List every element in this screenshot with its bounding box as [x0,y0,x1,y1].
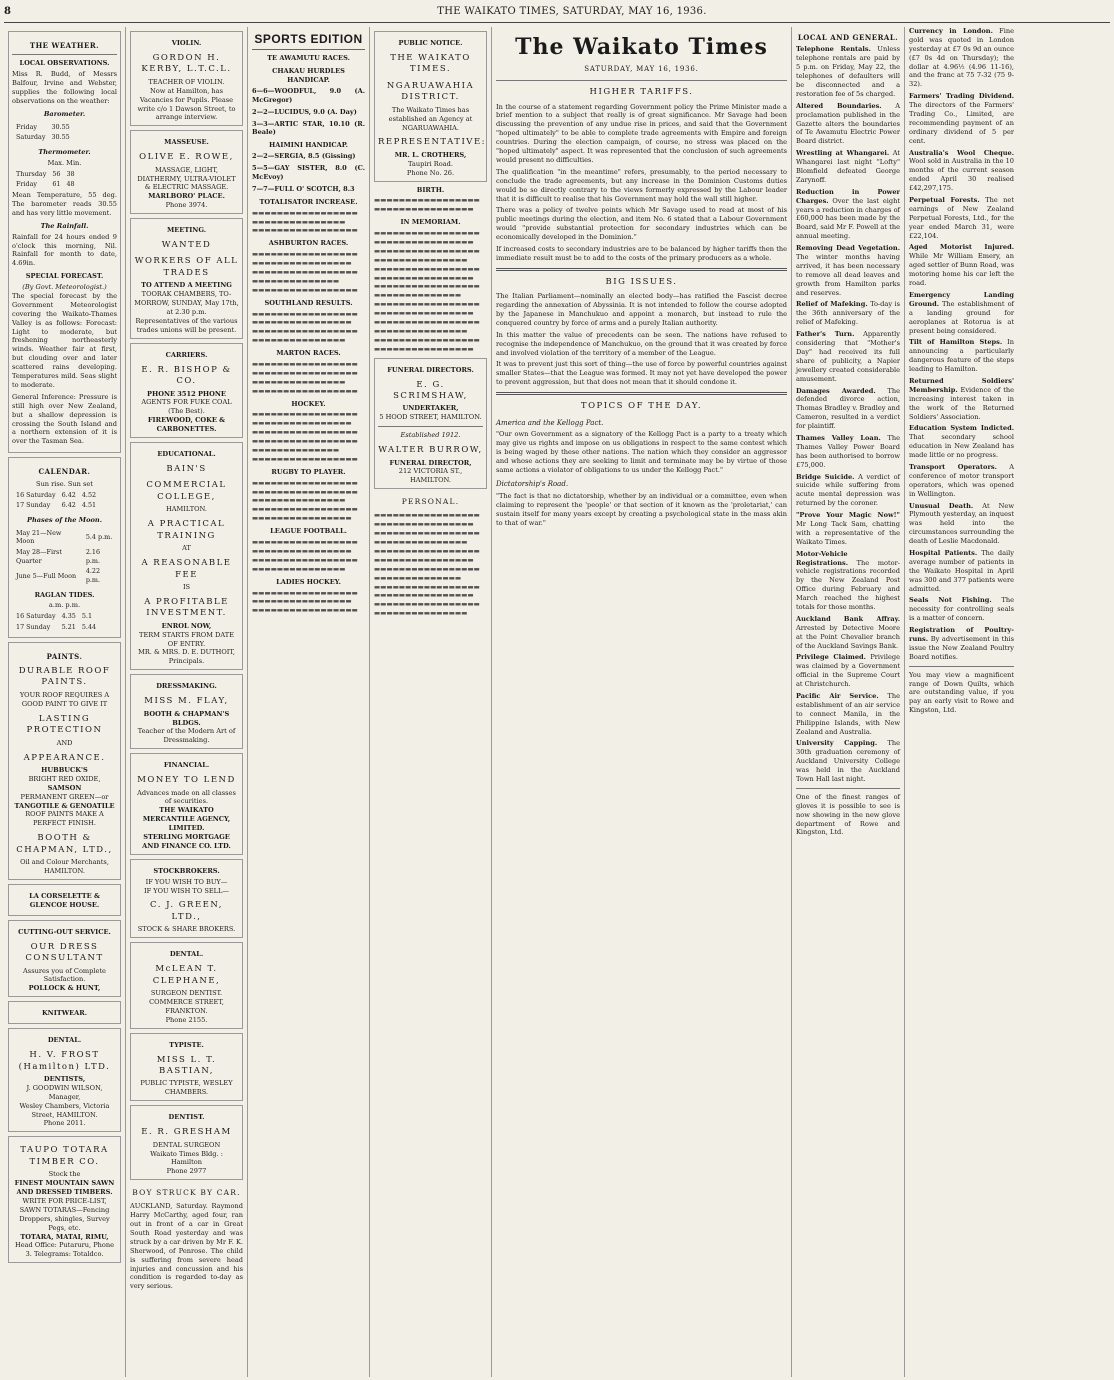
local-item: Reduction in Power Charges. Over the last eight years a reduction in charges of £60,000 has been made by the Board, said Mr F. Powell at the annual meeting. [796,187,900,241]
personal-heading: PERSONAL. [401,497,460,507]
birth-heading: BIRTH. [416,185,445,194]
brief-item: Tilt of Hamilton Steps. In announcing a particularly dangerous feature of the steps leading to Hamilton. [909,338,1014,374]
totalisator-heading: TOTALISATOR INCREASE. [259,197,358,206]
general-inference: General Inference: Pressure is still high over New Zealand, but a shallow depression is crossing the South Island and a northern extension of it is over the Tasman Sea. [12,392,117,446]
brief-item: Transport Operators. A conference of motor transport operators, which was opened in Wellington. [909,462,1014,498]
masseuse-ad: MASSEUSE. OLIVE E. ROWE, MASSAGE, LIGHT, DIATHERMY, ULTRA-VIOLET & ELECTRIC MASSAGE. MARLBORO' PLACE. Phone 3974. [130,130,243,214]
marton-heading: MARTON RACES. [276,349,341,358]
local-general-heading: LOCAL AND GENERAL. [797,33,899,42]
knitwear-heading: KNITWEAR. [41,1009,88,1018]
totara-timber-ad: TAUPO TOTARA TIMBER CO. Stock the FINEST MOUNTAIN SAWN AND DRESSED TIMBERS. WRITE FOR PRICE-LIST, SAWN TOTARAS—Fencing Droppers, shingles, Survey Pegs, etc. TOTARA, MATAI, RIMU, Head Office: Putaruru, Phone 3. Telegrams: Totaldco. [8,1136,121,1263]
rugby-heading: RUGBY TO PLAYER. [271,467,346,476]
local-item: Privilege Claimed. Privilege was claimed by a Government official in the Supreme Court at Christchurch. [796,653,900,689]
sports-edition-title: SPORTS EDITION [252,31,365,50]
moon-heading: Phases of the Moon. [27,515,102,524]
editorial-date: SATURDAY, MAY 16, 1936. [584,64,699,73]
te-awamutu-races-heading: TE AWAMUTU RACES. [267,54,350,63]
moon-table: May 21—New Moon 5.4 p.m. May 28—First Quarter 2.16 p.m. June 5—Full Moon 4.22 p.m. [16,528,113,584]
calendar-heading: CALENDAR. [38,467,91,477]
brief-item: Seals Not Fishing. The necessity for controlling seals is a matter of concern. [909,596,1014,623]
gresham-dentist-ad: DENTIST. E. R. GRESHAM DENTAL SURGEON Waikato Times Bldg. : Hamilton Phone 2977 [130,1105,243,1180]
column-local-general [792,27,905,1377]
big-issues-title: BIG ISSUES. [605,276,678,287]
local-item: University Capping. The 30th graduation ceremony of Auckland University College was held in the Auckland Town Hall last night. [796,739,900,784]
forecast-sub: (By Govt. Meteorologist.) [22,283,107,292]
column-weather [4,27,126,1377]
thermometer-cols: Max. Min. [47,158,82,167]
knitwear-ad [8,1001,121,1024]
brief-item: Hospital Patients. The daily average number of patients in the Waikato Hospital in April was 300 and 377 patients were admitted. [909,548,1014,593]
local-item: Motor-Vehicle Registrations. The motor-vehicle registrations recorded by the New Zealand Post Office during February and March reached the highest totals for those months. [796,549,900,611]
local-item: "Prove Your Magic Now!" Mr Long Tack Sam, chatting with a representative of the Waikato Times. [796,511,900,546]
dressmaking-ad: DRESSMAKING. MISS M. FLAY, BOOTH & CHAPMAN'S BLDGS. Teacher of the Modern Art of Dressmaking. [130,674,243,749]
paints-heading: PAINTS. [46,651,83,661]
local-item: Relief of Mafeking. To-day is the 36th anniversary of the relief of Mafeking. [796,300,900,327]
paints-ad: PAINTS. DURABLE ROOF PAINTS. YOUR ROOF REQUIRES A GOOD PAINT TO GIVE IT LASTING PROTECTION AND APPEARANCE. HUBBUCK'S BRIGHT RED OXIDE, SAMSON PERMANENT GREEN—or TANGOTILE & GENOATILE ROOF PAINTS MAKE A PERFECT FINISH. BOOTH & CHAPMAN, LTD., Oil and Colour Merchants, HAMILTON. [8,642,121,880]
local-item: Auckland Bank Affray. Arrested by Detective Moore at the Point Chevalier branch of the Auckland Savings Bank. [796,614,900,650]
meeting-ad: MEETING. WANTED WORKERS OF ALL TRADES TO ATTEND A MEETING TOORAK CHAMBERS, TO-MORROW, SUNDAY, May 17th, at 2.30 p.m. Representatives of the various trades unions will be present. [130,218,243,339]
topics-title: TOPICS OF THE DAY. [580,401,703,412]
college-ad: EDUCATIONAL. BAIN'S COMMERCIAL COLLEGE, HAMILTON. A PRACTICAL TRAINING AT A REASONABLE FEE IS A PROFITABLE INVESTMENT. ENROL NOW, TERM STARTS FROM DATE OF ENTRY. MR. & MRS. D. E. DUTHOIT, Principals. [130,442,243,670]
weather-heading: THE WEATHER. [29,41,100,50]
raglan-cols: a.m. p.m. [48,601,81,610]
local-item: Altered Boundaries. A proclamation published in the Gazette alters the boundaries of Te Awamutu Electric Power Board district. [796,101,900,146]
brief-item: Education System Indicted. That secondary school education in New Zealand has made little or no progress. [909,424,1014,460]
local-item: Bridge Suicide. A verdict of suicide while suffering from acute mental depression was returned by the coroner. [796,472,900,508]
column-sports: SPORTS EDITION TE AWAMUTU RACES. CHAKAU HURDLES HANDICAP. 6—6—WOODFUL, 9.0 (A. McGregor) 2—2—LUCIDUS, 9.0 (A. Day) 3—3—ARTIC STAR, 10.10 (R. Beale) HAIMINI HANDICAP. 2—2—SERGIA, 8.5 (Gissing) 5—5—GAY SISTER, 8.0 (C. McEvoy) 7—7—FULL O' SCOTCH, 8.3 TOTALISATOR INCREASE. ▬▬▬▬▬▬▬▬▬▬▬▬▬▬▬▬▬ ▬▬▬▬▬▬▬▬▬▬▬▬▬▬▬ ▬▬▬▬▬▬▬▬▬▬▬▬▬▬▬▬▬ ASHBURTON RACES. ▬▬▬▬▬▬▬▬▬▬▬▬▬▬▬▬▬ ▬▬▬▬▬▬▬▬▬▬▬▬▬▬▬▬ ▬▬▬▬▬▬▬▬▬▬▬▬▬▬▬▬▬ ▬▬▬▬▬▬▬▬▬▬▬▬▬▬ ▬▬▬▬▬▬▬▬▬▬▬▬▬▬▬▬▬ SOUTHLAND RESULTS. ▬▬▬▬▬▬▬▬▬▬▬▬▬▬▬▬▬ ▬▬▬▬▬▬▬▬▬▬▬▬▬▬▬▬ ▬▬▬▬▬▬▬▬▬▬▬▬▬▬▬▬▬ ▬▬▬▬▬▬▬▬▬▬▬▬▬▬▬ MARTON RACES. ▬▬▬▬▬▬▬▬▬▬▬▬▬▬▬▬▬ ▬▬▬▬▬▬▬▬▬▬▬▬▬▬▬▬▬ ▬▬▬▬▬▬▬▬▬▬▬▬▬▬▬ ▬▬▬▬▬▬▬▬▬▬▬▬▬▬▬▬▬ HOCKEY. ▬▬▬▬▬▬▬▬▬▬▬▬▬▬▬▬▬ ▬▬▬▬▬▬▬▬▬▬▬▬▬▬▬▬ ▬▬▬▬▬▬▬▬▬▬▬▬▬▬▬▬▬ ▬▬▬▬▬▬▬▬▬▬▬▬▬▬▬▬▬ ▬▬▬▬▬▬▬▬▬▬▬▬▬▬ ▬▬▬▬▬▬▬▬▬▬▬▬▬▬▬▬▬ RUGBY TO PLAYER. ▬▬▬▬▬▬▬▬▬▬▬▬▬▬▬▬▬ ▬▬▬▬▬▬▬▬▬▬▬▬▬▬▬▬▬ ▬▬▬▬▬▬▬▬▬▬▬▬▬▬▬ ▬▬▬▬▬▬▬▬▬▬▬▬▬▬▬▬▬ ▬▬▬▬▬▬▬▬▬▬▬▬▬▬▬▬ LEAGUE FOOTBALL. ▬▬▬▬▬▬▬▬▬▬▬▬▬▬▬▬▬ ▬▬▬▬▬▬▬▬▬▬▬▬▬▬▬▬ ▬▬▬▬▬▬▬▬▬▬▬▬▬▬▬▬▬ ▬▬▬▬▬▬▬▬▬▬▬▬▬▬▬ LADIES HOCKEY. ▬▬▬▬▬▬▬▬▬▬▬▬▬▬▬▬▬ ▬▬▬▬▬▬▬▬▬▬▬▬▬▬▬▬ ▬▬▬▬▬▬▬▬▬▬▬▬▬▬▬▬▬ [248,27,370,1377]
in-memoriam-heading: IN MEMORIAM. [400,218,461,227]
forecast-text: The special forecast by the Government Meteorologist covering the Waikato-Thames Valley is as follows: Forecast: Light to moderate, but freshening northeasterly winds. Weather fair at first, but clouding over and later scattered rains developing. Temperatures mild. Seas slight to moderate. [12,292,117,389]
frost-dentists-ad: DENTAL. H. V. FROST (Hamilton) LTD. DENTISTS, J. GOODWIN WILSON, Manager, Wesley Chambers, Victoria Street, HAMILTON. Phone 2011. [8,1028,121,1132]
barometer-label: Barometer. [43,109,86,118]
column-notices: PUBLIC NOTICE. THE WAIKATO TIMES. NGARUAWAHIA DISTRICT. The Waikato Times has established an Agency at NGARUAWAHIA. REPRESENTATIVE: MR. L. CROTHERS, Taupiri Road. Phone No. 26. BIRTH. ▬▬▬▬▬▬▬▬▬▬▬▬▬▬▬▬▬ ▬▬▬▬▬▬▬▬▬▬▬▬▬▬▬▬ IN MEMORIAM. ▬▬▬▬▬▬▬▬▬▬▬▬▬▬▬▬▬ ▬▬▬▬▬▬▬▬▬▬▬▬▬▬▬▬ ▬▬▬▬▬▬▬▬▬▬▬▬▬▬▬▬▬ ▬▬▬▬▬▬▬▬▬▬▬▬▬▬▬ ▬▬▬▬▬▬▬▬▬▬▬▬▬▬▬▬▬ ▬▬▬▬▬▬▬▬▬▬▬▬▬▬▬▬ ▬▬▬▬▬▬▬▬▬▬▬▬▬▬▬▬▬ ▬▬▬▬▬▬▬▬▬▬▬▬▬▬ ▬▬▬▬▬▬▬▬▬▬▬▬▬▬▬▬▬ ▬▬▬▬▬▬▬▬▬▬▬▬▬▬▬▬ ▬▬▬▬▬▬▬▬▬▬▬▬▬▬▬▬▬ ▬▬▬▬▬▬▬▬▬▬▬▬▬▬▬ ▬▬▬▬▬▬▬▬▬▬▬▬▬▬▬▬▬ ▬▬▬▬▬▬▬▬▬▬▬▬▬▬▬▬ FUNERAL DIRECTORS. E. G. SCRIMSHAW, UNDERTAKER, 5 HOOD STREET, HAMILTON. Established 1912. WALTER BURROW, FUNERAL DIRECTOR, 212 VICTORIA ST., HAMILTON. PERSONAL. ▬▬▬▬▬▬▬▬▬▬▬▬▬▬▬▬▬ ▬▬▬▬▬▬▬▬▬▬▬▬▬▬▬▬ ▬▬▬▬▬▬▬▬▬▬▬▬▬▬▬▬▬ ▬▬▬▬▬▬▬▬▬▬▬▬▬▬▬ ▬▬▬▬▬▬▬▬▬▬▬▬▬▬▬▬▬ ▬▬▬▬▬▬▬▬▬▬▬▬▬▬▬▬ ▬▬▬▬▬▬▬▬▬▬▬▬▬▬▬▬▬ ▬▬▬▬▬▬▬▬▬▬▬▬▬▬ ▬▬▬▬▬▬▬▬▬▬▬▬▬▬▬▬▬ ▬▬▬▬▬▬▬▬▬▬▬▬▬▬▬▬ ▬▬▬▬▬▬▬▬▬▬▬▬▬▬▬▬▬ ▬▬▬▬▬▬▬▬▬▬▬▬▬▬▬ [370,27,492,1377]
local-item: Wrestling at Whangarei. At Whangarei last night "Lofty" Blomfield defeated George Zarynoff. [796,149,900,184]
special-forecast-label: SPECIAL FORECAST. [25,272,104,281]
ladies-hockey-heading: LADIES HOCKEY. [276,577,341,586]
calendar-table: 16 Saturday 6.42 4.52 17 Sunday 6.42 4.51 [16,490,97,510]
hockey-heading: HOCKEY. [291,399,326,408]
boy-struck-text: AUCKLAND, Saturday. Raymond Harry McCarthy, aged four, ran out in front of a car in Great South Road yesterday and was struck by a car driven by Mr F. K. Sherwood, of Penrose. The child is suffering from severe head injuries and concussion and his condition is regarded to-day as very serious. [130,1202,243,1291]
ashburton-heading: ASHBURTON RACES. [268,239,349,248]
chakau-hurdles-heading: CHAKAU HURDLES HANDICAP. [272,67,345,84]
typiste-ad: TYPISTE. MISS L. T. BASTIAN, PUBLIC TYPISTE, WESLEY CHAMBERS. [130,1033,243,1102]
columns [4,27,1110,1377]
carriers-ad: CARRIERS. E. R. BISHOP & CO. PHONE 3512 PHONE AGENTS FOR FUKE COAL (The Best). FIREWOOD, COKE & CARBONETTES. [130,343,243,438]
rainfall-text: Rainfall for 24 hours ended 9 o'clock this morning, Nil. Rainfall for month to date, 4.69in. [12,232,117,268]
local-item: Father's Turn. Apparently considering that "Mother's Day" had received its full share of publicity, a Napier jewellery created considerable amusement. [796,330,900,383]
thermometer-label: Thermometer. [38,148,91,157]
rainfall-label: The Rainfall. [40,221,89,230]
weather-box [8,31,121,453]
column-editorial: The Waikato Times SATURDAY, MAY 16, 1936. HIGHER TARIFFS. In the course of a statement regarding Government policy the Prime Minister made a brief mention to a subject that really is of great significance. Mr Savage had been discussing the prevention of any undue rise in prices, and said that the Government "hoped ultimately" to be able to complete trade agreements with Empire and foreign countries. During the election campaign, of course, no stress was placed on the "hoped ultimately" aspect. It was represented that the conclusion of such agreements would present no difficulties. The qualification "in the meantime" refers, presumably, to the period necessary to conclude the trade agreements, but any increase in the Dominion Customs duties would be so directly contrary to the views formerly expressed by the Labour leader that it is difficult to realise that his Government may hold the wall still higher. There was a policy of twelve points which Mr Savage used to read at most of his public meetings during the election, and item No. 6 stated that a Labour Government would "provide substantial protection for secondary industries which can be economically developed in the Dominion." If increased costs to secondary industries are to be balanced by higher tariffs then the immediate result must be to add to the costs of the primary producers as a whole. BIG ISSUES. The Italian Parliament—nominally an elected body—has ratified the Fascist decree regarding the annexation of Abyssinia. It is not intended to follow the course adopted by the Japanese in Manchukuo and appoint a monarch, but instead to rule the conquered country by force of arms and a purely Italian authority. In this matter the value of precedents can be seen. The nations have refused to recognise the independence of Manchukuo, on the ground that it was created by force and involved violation of the territory of a member of the League. It was to prevent just this sort of thing—the use of force by powerful countries against smaller States—that the League was formed. It may not yet have developed the power to prevent aggression, but that does not mean that it should condone it. TOPICS OF THE DAY. America and the Kellogg Pact. "Our own Government as a signatory of the Kellogg Pact is a party to a treaty which may give us rights and impose on us obligations in respect to the same contest which is being waged by these other nations. The nation which they consider an aggressor and whose actions they are seeking to limit and terminate may be by virtue of those same actions a violator of obligations to us under the Kellogg Pact." Dictatorship's Road. "The fact is that no dictatorship, whether by an individual or a committee, even when claiming to represent the 'people' or that section of it known as the 'proletariat,' can sustain itself for many years except by creating a psychological state in the mass akin to that of war." [492,27,792,1377]
financial-ad: FINANCIAL. MONEY TO LEND Advances made on all classes of securities. THE WAIKATO MERCANTILE AGENCY, LIMITED. STERLING MORTGAGE AND FINANCE CO. LTD. [130,753,243,855]
corselette-heading: LA CORSELETTE & GLENCOE HOUSE. [29,891,100,909]
brief-item: Emergency Landing Ground. The establishment of a landing ground for aeroplanes at Rotorua is at present being considered. [909,290,1014,335]
local-item: Removing Dead Vegetation. The winter months having arrived, it has been necessary to remove all dead leaves and growth from Hamilton parks and reserves. [796,244,900,297]
public-notice-ad: PUBLIC NOTICE. THE WAIKATO TIMES. NGARUAWAHIA DISTRICT. The Waikato Times has established an Agency at NGARUAWAHIA. REPRESENTATIVE: MR. L. CROTHERS, Taupiri Road. Phone No. 26. [374,31,487,182]
cutting-service-ad: CUTTING-OUT SERVICE. OUR DRESS CONSULTANT Assures you of Complete Satisfaction. POLLOCK & HUNT, [8,920,121,998]
weather-intro: Miss R. Budd, of Messrs Balfour, Irvine and Webster, supplies the following local observations on the weather: [12,70,117,105]
funeral-directors-ad: FUNERAL DIRECTORS. E. G. SCRIMSHAW, UNDERTAKER, 5 HOOD STREET, HAMILTON. Established 1912. WALTER BURROW, FUNERAL DIRECTOR, 212 VICTORIA ST., HAMILTON. [374,358,487,490]
barometer-table: Friday 30.55 Saturday 30.55 [16,122,70,142]
column-classified [126,27,248,1377]
raglan-heading: RAGLAN TIDES. [34,590,95,599]
clephane-dental-ad: DENTAL. McLEAN T. CLEPHANE, SURGEON DENTIST. COMMERCE STREET, FRANKTON. Phone 2155. [130,942,243,1028]
thermometer-table: Thursday 56 38 Friday 61 48 [16,169,75,189]
local-observations-heading: LOCAL OBSERVATIONS. [19,59,110,68]
masthead [4,0,1110,23]
violin-ad: VIOLIN. GORDON H. KERBY, L.T.C.L. TEACHER OF VIOLIN. Now at Hamilton, has Vacancies for Pupils. Please write c/o 1 Dawson Street, to arrange interview. [130,31,243,126]
brief-item: Aged Motorist Injured. While Mr William Emery, an aged settler of Bunn Road, was motoring home his car left the road. [909,243,1014,288]
brief-item: Returned Soldiers' Membership. Evidence of the increasing interest taken in the work of the Returned Soldiers' Association. [909,376,1014,421]
league-heading: LEAGUE FOOTBALL. [270,527,347,536]
leader-title: HIGHER TARIFFS. [589,87,694,98]
raglan-table: 16 Saturday 4.35 5.1 17 Sunday 5.21 5.44 [16,612,97,631]
southland-heading: SOUTHLAND RESULTS. [264,298,353,307]
corselette-ad [8,884,121,916]
masthead-title: THE WAIKATO TIMES, SATURDAY, MAY 16, 1936. [437,5,707,17]
brief-item: Farmers' Trading Dividend. The directors of the Farmers' Trading Co., Limited, are recommending payment of an ordinary dividend of 5 per cent. [909,92,1014,145]
dental-heading-1: DENTAL. [47,1036,82,1045]
stockbrokers-ad: STOCKBROKERS. IF YOU WISH TO BUY— IF YOU WISH TO SELL— C. J. GREEN, LTD., STOCK & SHARE BROKERS. [130,859,243,939]
calendar-cols: Sun rise. Sun set [36,479,93,488]
brief-item: Perpetual Forests. The net earnings of New Zealand Perpetual Forests, Ltd., for the year ended March 31, were £22,104. [909,196,1014,240]
column-news-briefs [905,27,1018,1377]
mean-temperature: Mean Temperature, 55 deg. The barometer reads 30.55 and has very little movement. [12,191,117,217]
local-item: Telephone Rentals. Unless telephone rentals are paid by 5 p.m. on Friday, May 22, the telephones of defaulters will be disconnected and a restoration fee of 5s charged. [796,45,900,98]
brief-item: Australia's Wool Cheque. Wool sold in Australia in the 10 months of the current season ended April 30 realised £42,297,175. [909,148,1014,193]
topic-kellogg-head: America and the Kellogg Pact. [496,418,604,427]
calendar-box [8,457,121,637]
local-item: Damages Awarded. The defended divorce action, Thomas Bradley v. Bradley and Cameron, resulted in a verdict for plaintiff. [796,386,900,431]
brief-item: Currency in London. Fine gold was quoted in London yesterday at £7 0s 9d an ounce (£7 0s 4d on Thursday); the dollar at 4.96½ (4.96 11-16), and the franc at 75 7-32 (75 9-32). [909,27,1014,89]
boy-struck-heading: BOY STRUCK BY CAR. [132,1188,241,1198]
page-number: 8 [4,5,12,17]
cutting-heading: CUTTING-OUT SERVICE. [18,927,111,936]
local-item: Thames Valley Loan. The Thames Valley Power Board has been authorised to borrow £75,000. [796,433,900,469]
nameplate: The Waikato Times [515,34,768,60]
brief-item: Unusual Death. At New Plymouth yesterday, an inquest was held into the circumstances surrounding the death of Leslie Macdonald. [909,501,1014,546]
down-quilts-ad-text: You may view a magnificent range of Down Quilts, which are outstanding value, if you pay an early visit to Rowe and Kingston, Ltd. [909,670,1014,715]
topic-dictatorship-head: Dictatorship's Road. [496,480,569,489]
brief-item: Registration of Poultry-runs. By advertisement in this issue the New Zealand Poultry Board notifies. [909,626,1014,661]
local-item: Pacific Air Service. The establishment of an air service to connect Manila, in the Philippine Islands, with New Zealand and Australia. [796,692,900,736]
gloves-ad-text: One of the finest ranges of gloves it is possible to see is now showing in the new glove department of Rowe and Kingston, Ltd. [796,792,900,837]
